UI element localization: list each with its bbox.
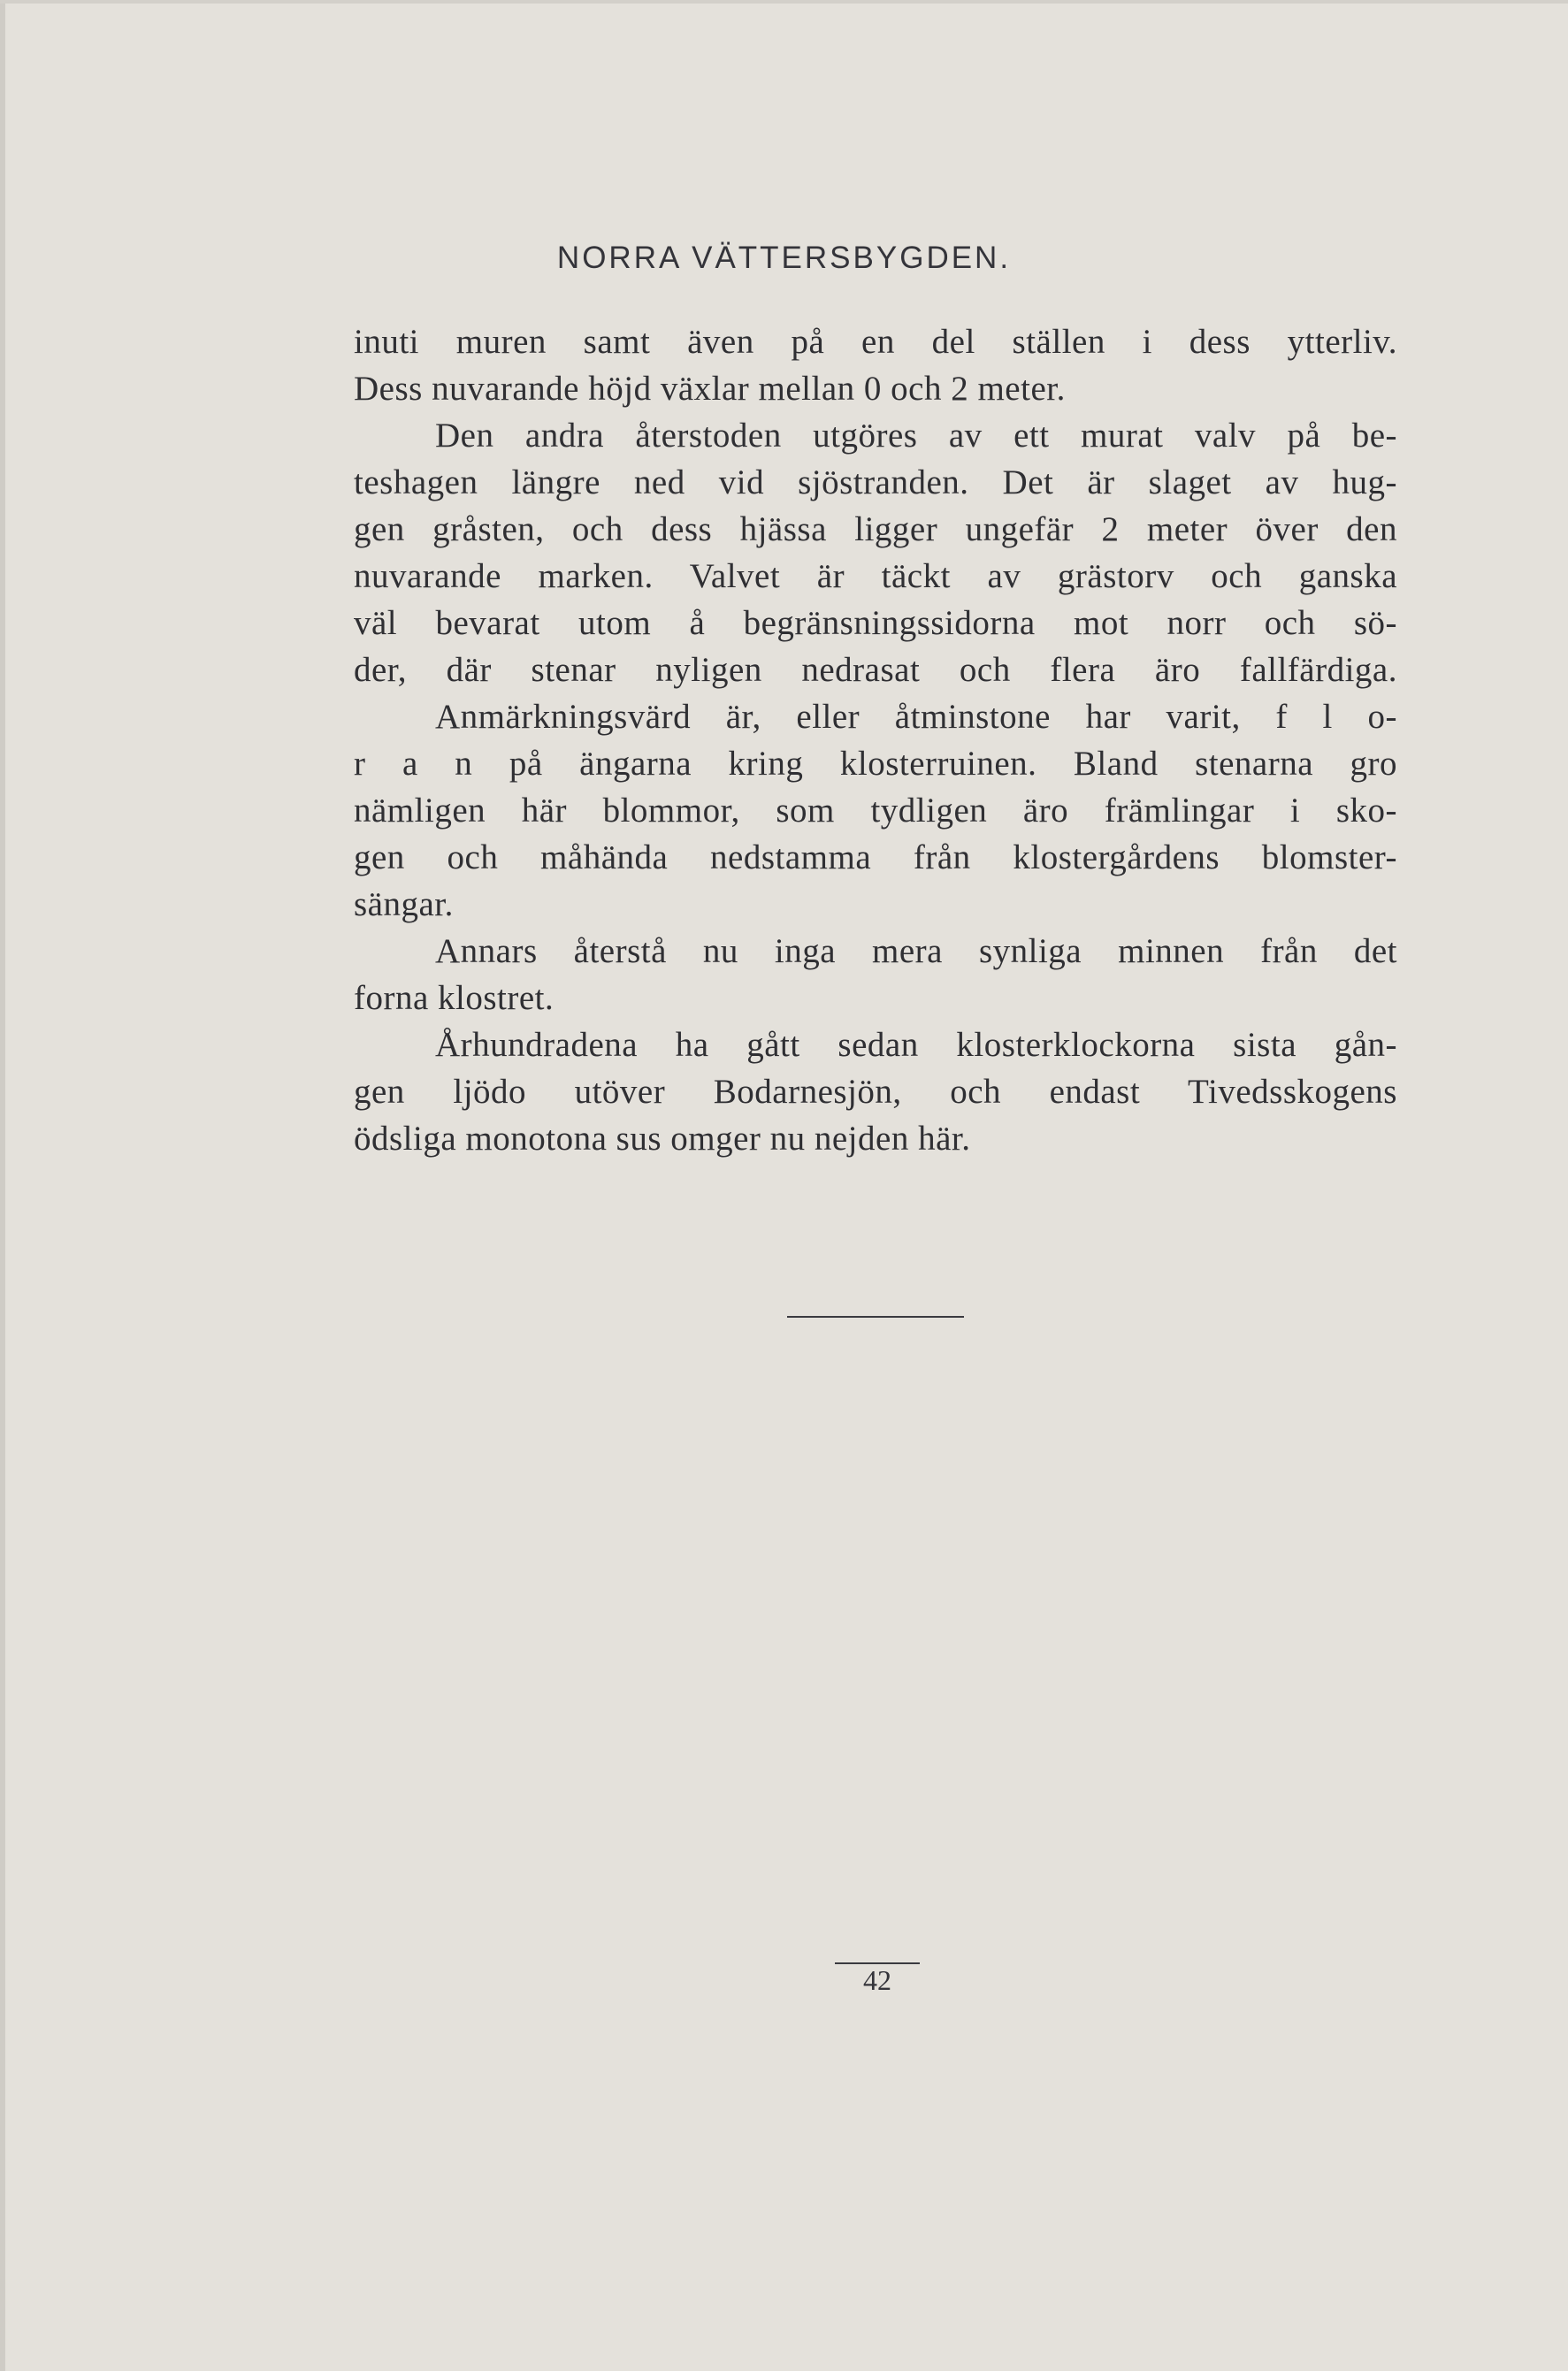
text-line: sängar. bbox=[354, 885, 454, 923]
text-line: ödsliga monotona sus omger nu nejden här. bbox=[354, 1120, 971, 1158]
text-line: nämligen här blommor, som tydligen äro främlingar i sko- bbox=[354, 792, 1397, 830]
text-line: Den andra återstoden utgöres av ett murat valv på be- bbox=[435, 417, 1397, 455]
text-line: forna klostret. bbox=[354, 979, 555, 1017]
text-line: Annars återstå nu inga mera synliga minnen från det bbox=[435, 932, 1397, 970]
text-line: Århundradena ha gått sedan klosterklockorna sista gån- bbox=[435, 1026, 1397, 1064]
running-head: NORRA VÄTTERSBYGDEN. bbox=[556, 241, 1012, 275]
section-end-rule bbox=[787, 1316, 964, 1318]
page-number: 42 bbox=[863, 1964, 891, 1996]
text-line: Anmärkningsvärd är, eller åtminstone har varit, f l o- bbox=[435, 698, 1397, 736]
body-text bbox=[354, 318, 1397, 1162]
text-line: teshagen längre ned vid sjöstranden. Det är slaget av hug- bbox=[354, 463, 1397, 501]
text-line: gen ljödo utöver Bodarnesjön, och endast Tivedsskogens bbox=[354, 1073, 1397, 1111]
page-edge-left bbox=[0, 0, 5, 2371]
page-edge-top bbox=[0, 0, 1568, 4]
text-line: nuvarande marken. Valvet är täckt av grästorv och ganska bbox=[354, 557, 1397, 595]
text-line: gen och måhända nedstamma från klostergårdens blomster- bbox=[354, 838, 1397, 876]
text-line: gen gråsten, och dess hjässa ligger ungefär 2 meter över den bbox=[354, 510, 1397, 548]
text-line: Dess nuvarande höjd växlar mellan 0 och 2 meter. bbox=[354, 370, 1066, 408]
text-line: r a n på ängarna kring klosterruinen. Bland stenarna gro bbox=[354, 745, 1397, 783]
text-line: väl bevarat utom å begränsningssidorna mot norr och sö- bbox=[354, 604, 1397, 642]
text-line: inuti muren samt även på en del ställen i dess ytterliv. bbox=[354, 323, 1397, 361]
text-line: der, där stenar nyligen nedrasat och flera äro fallfärdiga. bbox=[354, 651, 1397, 689]
